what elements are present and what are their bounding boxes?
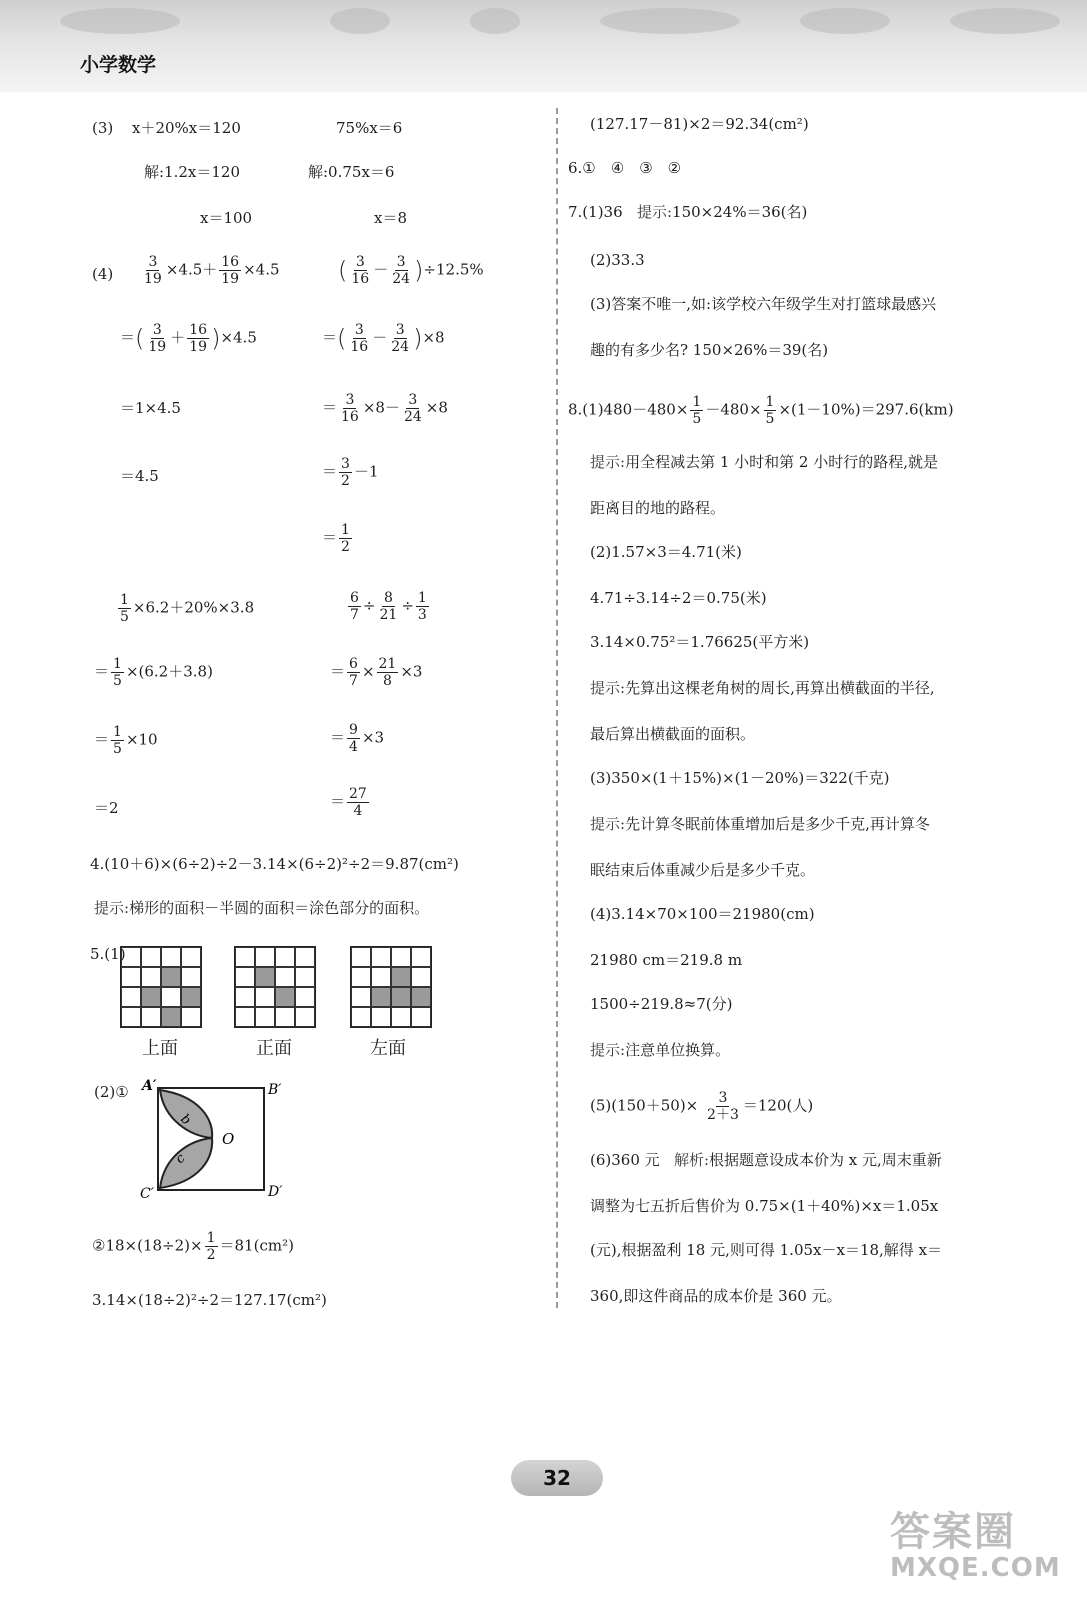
q4-b-line3: ＝ $\frac{3}{16}$ ×8－ $\frac{3}{24}$ ×8 xyxy=(322,392,448,425)
q8-1-hint-line2: 距离目的地的路程。 xyxy=(590,499,726,517)
grid-cell-filled xyxy=(161,967,181,987)
q4-c-line4: ＝2 xyxy=(94,799,119,817)
fraction: $\frac{3}{19}$ xyxy=(148,322,167,355)
grid-cell-filled xyxy=(255,967,275,987)
label-c-prime: C′ xyxy=(140,1186,154,1202)
fraction: $\frac{3}{24}$ xyxy=(392,254,411,287)
header-banner xyxy=(0,0,1087,92)
fraction: $\frac{3}{19}$ xyxy=(144,254,162,287)
fraction: $\frac{1}{2}$ xyxy=(341,522,350,555)
grid-cell-filled xyxy=(161,1007,181,1027)
q8-2-hint-line2: 最后算出横截面的面积。 xyxy=(590,725,756,743)
q6-answers: 6.① ④ ③ ② xyxy=(568,159,682,177)
grid-cell xyxy=(411,1007,431,1027)
q7-2: (2)33.3 xyxy=(590,251,645,269)
grid-cell xyxy=(121,1007,141,1027)
watermark-logo xyxy=(890,1500,1070,1596)
q4-d-line1: $\frac{6}{7}$ ÷ $\frac{8}{21}$ ÷ $\frac{1}{3}$ xyxy=(350,590,427,623)
grid-cell xyxy=(275,947,295,967)
grid-cell xyxy=(255,1007,275,1027)
grid-cell-filled xyxy=(181,987,201,1007)
q5-label: 5.(1) xyxy=(90,945,126,963)
fraction: $\frac{21}{8}$ xyxy=(378,656,397,689)
q8-4-line1: (4)3.14×70×100＝21980(cm) xyxy=(590,905,815,923)
q3-b-equation: 75%x＝6 xyxy=(336,119,403,137)
grid-cell-filled xyxy=(141,987,161,1007)
q8-1-hint-line1: 提示:用全程减去第 1 小时和第 2 小时行的路程,就是 xyxy=(590,453,938,471)
grid-cell-filled xyxy=(391,967,411,987)
grid-cell xyxy=(181,947,201,967)
grid-cell xyxy=(391,947,411,967)
grid-cell xyxy=(235,947,255,967)
banner-decoration xyxy=(950,8,1060,34)
front-view-grid xyxy=(234,946,316,1028)
q3-a-step1: 解:1.2x＝120 xyxy=(144,163,240,181)
square-leaf-figure xyxy=(130,1076,300,1206)
q5-p2-area-semicircle: 3.14×(18÷2)²÷2＝127.17(cm²) xyxy=(92,1291,327,1309)
fraction: $\frac{1}{3}$ xyxy=(417,590,427,623)
q4-d-line3: ＝ $\frac{9}{4}$ ×3 xyxy=(330,722,385,755)
grid-cell xyxy=(371,967,391,987)
grid-cell xyxy=(161,947,181,967)
q8-4-line3: 1500÷219.8≈7(分) xyxy=(590,995,733,1013)
grid-cell xyxy=(255,947,275,967)
page-number: 32 xyxy=(511,1460,603,1496)
fraction: $\frac{1}{5}$ xyxy=(113,724,122,757)
q5-p2-label: (2)① xyxy=(94,1083,129,1101)
grid-cell xyxy=(351,987,371,1007)
q3-a-equation: x＋20%x＝120 xyxy=(132,119,241,137)
q8-2-line1: (2)1.57×3＝4.71(米) xyxy=(590,543,742,561)
label-a: A′ xyxy=(142,1078,157,1094)
fraction: $\frac{16}{19}$ xyxy=(221,254,240,287)
fraction: $\frac{1}{5}$ xyxy=(692,394,702,427)
grid-cell xyxy=(235,967,255,987)
q4-a-line3: ＝1×4.5 xyxy=(120,399,181,417)
q8-2-hint-line1: 提示:先算出这棵老角树的周长,再算出横截面的半径, xyxy=(590,679,935,697)
q8-6-line2: 调整为七五折后售价为 0.75×(1＋40%)×x＝1.05x xyxy=(590,1197,939,1215)
grid-cell xyxy=(141,947,161,967)
grid-cell xyxy=(141,1007,161,1027)
grid-cell xyxy=(275,1007,295,1027)
label-b-prime: B′ xyxy=(268,1082,282,1098)
q3-b-step1: 解:0.75x＝6 xyxy=(308,163,395,181)
q3-a-step2: x＝100 xyxy=(200,209,253,227)
fraction: $\frac{6}{7}$ xyxy=(349,656,358,689)
fraction: $\frac{1}{5}$ xyxy=(113,656,122,689)
top-view-grid xyxy=(120,946,202,1028)
page-title: 小学数学 xyxy=(80,54,157,76)
q3-b-step2: x＝8 xyxy=(374,209,408,227)
q3-label: (3) xyxy=(92,119,114,137)
grid-cell xyxy=(161,987,181,1007)
q8-6-line1: (6)360 元 解析:根据题意设成本价为 x 元,周末重新 xyxy=(590,1151,942,1169)
q4-c-line2: ＝ $\frac{1}{5}$ ×(6.2＋3.8) xyxy=(94,656,213,689)
fraction: $\frac{3}{2+3}$ xyxy=(707,1090,739,1123)
fraction: $\frac{3}{24}$ xyxy=(391,322,410,355)
grid-cell xyxy=(295,987,315,1007)
grid-cell-filled xyxy=(275,987,295,1007)
q4-b-line2: ＝( $\frac{3}{16}$ － $\frac{3}{24}$ )×8 xyxy=(322,322,445,355)
grid-cell xyxy=(275,967,295,987)
q8-3: (3)350×(1＋15%)×(1－20%)＝322(千克) xyxy=(590,769,890,787)
grid-cell xyxy=(235,987,255,1007)
q4b-equation: 4.(10＋6)×(6÷2)÷2－3.14×(6÷2)²÷2＝9.87(cm²) xyxy=(90,855,459,873)
grid-cell xyxy=(235,1007,255,1027)
grid-cell xyxy=(181,1007,201,1027)
q4-b-line1: ( $\frac{3}{16}$ － $\frac{3}{24}$ )÷12.5% xyxy=(338,254,484,287)
r-line-1: (127.17－81)×2＝92.34(cm²) xyxy=(590,115,809,133)
grid-cell-filled xyxy=(411,987,431,1007)
fraction: $\frac{3}{2}$ xyxy=(341,456,350,489)
q8-4-line2: 21980 cm＝219.8 m xyxy=(590,951,743,969)
q4-a-line4: ＝4.5 xyxy=(120,467,159,485)
grid-cell xyxy=(295,947,315,967)
fraction: $\frac{3}{24}$ xyxy=(403,392,422,425)
fraction: $\frac{27}{4}$ xyxy=(349,786,367,819)
fraction: $\frac{3}{16}$ xyxy=(351,254,370,287)
q7-1: 7.(1)36 提示:150×24%＝36(名) xyxy=(568,203,808,221)
q4-d-line4: ＝ $\frac{27}{4}$ xyxy=(330,786,367,819)
grid-cell xyxy=(351,1007,371,1027)
grid-cell xyxy=(391,1007,411,1027)
fraction: $\frac{6}{7}$ xyxy=(350,590,359,623)
q7-3-line1: (3)答案不唯一,如:该学校六年级学生对打篮球最感兴 xyxy=(590,295,937,313)
grid-cell xyxy=(121,987,141,1007)
banner-decoration xyxy=(330,8,390,34)
grid-cell xyxy=(121,967,141,987)
grid-cell xyxy=(121,947,141,967)
q8-1: 8.(1)480－480× $\frac{1}{5}$ －480× $\frac{1}{5}$ ×(1－10%)＝297.6(km) xyxy=(568,394,954,427)
q5-p2-area-square: ②18×(18÷2)× $\frac{1}{2}$ ＝81(cm²) xyxy=(92,1230,294,1263)
leaf-label-b: b xyxy=(177,1111,194,1129)
q8-6-line4: 360,即这件商品的成本价是 360 元。 xyxy=(590,1287,842,1305)
left-view-grid xyxy=(350,946,432,1028)
column-divider xyxy=(556,108,558,1308)
fraction: $\frac{1}{5}$ xyxy=(765,394,775,427)
q4-a-line2: ＝( $\frac{3}{19}$ ＋ $\frac{16}{19}$ )×4.5 xyxy=(120,322,257,355)
fraction: $\frac{16}{19}$ xyxy=(189,322,208,355)
q4-b-line5: ＝ $\frac{1}{2}$ xyxy=(322,522,350,555)
grid-cell-filled xyxy=(391,987,411,1007)
grid-cell xyxy=(371,947,391,967)
q7-3-line2: 趣的有多少名? 150×26%＝39(名) xyxy=(590,341,829,359)
grid-cell xyxy=(411,947,431,967)
grid-cell xyxy=(351,947,371,967)
label-d-prime: D′ xyxy=(268,1184,283,1200)
fraction: $\frac{1}{5}$ xyxy=(120,592,129,625)
watermark-cn: 答案圈 xyxy=(890,1509,1016,1555)
label-o: O xyxy=(222,1130,235,1148)
front-view-label: 正面 xyxy=(256,1038,292,1059)
grid-cell xyxy=(371,1007,391,1027)
grid-cell xyxy=(411,967,431,987)
watermark-en: MXQE.COM xyxy=(890,1553,1061,1583)
grid-cell xyxy=(141,967,161,987)
leaf-label-c: c xyxy=(172,1150,189,1168)
grid-cell xyxy=(181,967,201,987)
q4-b-line4: ＝ $\frac{3}{2}$ －1 xyxy=(322,456,379,489)
grid-cell xyxy=(295,967,315,987)
q4-a-line1: $\frac{3}{19}$ ×4.5＋ $\frac{16}{19}$ ×4.5 xyxy=(144,254,280,287)
q8-4-hint: 提示:注意单位换算。 xyxy=(590,1041,731,1059)
q4-c-line3: ＝ $\frac{1}{5}$ ×10 xyxy=(94,724,158,757)
grid-cell xyxy=(295,1007,315,1027)
q8-3-hint-line1: 提示:先计算冬眠前体重增加后是多少千克,再计算冬 xyxy=(590,815,930,833)
banner-decoration xyxy=(470,8,520,34)
q4-label: (4) xyxy=(92,265,114,283)
fraction: $\frac{3}{16}$ xyxy=(341,392,359,425)
q8-2-line2: 4.71÷3.14÷2＝0.75(米) xyxy=(590,589,767,607)
grid-cell-filled xyxy=(371,987,391,1007)
grid-cell xyxy=(351,967,371,987)
fraction: $\frac{9}{4}$ xyxy=(349,722,358,755)
grid-cell xyxy=(255,987,275,1007)
q8-3-hint-line2: 眠结束后体重减少后是多少千克。 xyxy=(590,861,816,879)
q4-d-line2: ＝ $\frac{6}{7}$ × $\frac{21}{8}$ ×3 xyxy=(330,656,423,689)
q4-c-line1: $\frac{1}{5}$ ×6.2＋20%×3.8 xyxy=(120,592,255,625)
banner-decoration xyxy=(800,8,890,34)
q8-6-line3: (元),根据盈利 18 元,则可得 1.05x－x＝18,解得 x＝ xyxy=(590,1241,943,1259)
fraction: $\frac{1}{2}$ xyxy=(206,1230,216,1263)
top-view-label: 上面 xyxy=(142,1038,178,1059)
left-view-label: 左面 xyxy=(370,1038,406,1059)
fraction: $\frac{3}{16}$ xyxy=(350,322,369,355)
banner-decoration xyxy=(60,8,180,34)
fraction: $\frac{8}{21}$ xyxy=(379,590,398,623)
q8-5: (5)(150＋50)× $\frac{3}{2+3}$ ＝120(人) xyxy=(590,1090,814,1123)
banner-decoration xyxy=(600,8,740,34)
q8-2-line3: 3.14×0.75²＝1.76625(平方米) xyxy=(590,633,810,651)
q4b-hint: 提示:梯形的面积－半圆的面积＝涂色部分的面积。 xyxy=(94,899,430,917)
